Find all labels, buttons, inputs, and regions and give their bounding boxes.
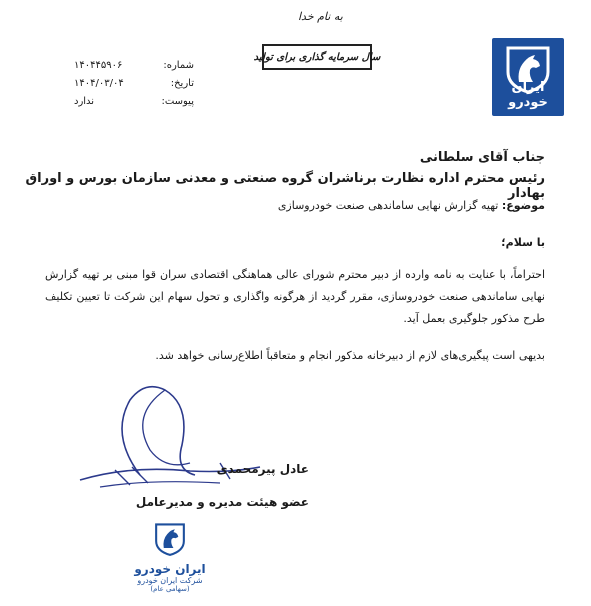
number-row: [74, 60, 194, 71]
addressee-position: رئیس محترم اداره نظارت برناشران گروه صنعتی و معدنی سازمان بورس و اوراق بهادار: [25, 171, 545, 201]
horse-head-shield-icon: [152, 520, 188, 558]
signatory-name: عادل پیرمحمدی: [216, 462, 309, 476]
date-row: [74, 78, 194, 89]
date-label: تاریخ:: [170, 78, 194, 89]
subject-text: تهیه گزارش نهایی ساماندهی صنعت خودروسازی: [277, 199, 499, 212]
attachment-value: ندارد: [74, 96, 95, 107]
company-stamp: [130, 520, 210, 593]
handwritten-signature: [70, 375, 270, 510]
greeting: با سلام؛: [501, 236, 545, 249]
attachment-label: پیوست:: [161, 96, 194, 107]
year-slogan: سال سرمایه گذاری برای تولید: [262, 44, 372, 70]
basmala: به نام خدا: [298, 10, 343, 23]
signatory-title: عضو هیئت مدیره و مدیرعامل: [135, 495, 309, 509]
stamp-company: شرکت ایران خودرو: [137, 576, 203, 585]
date-value: ۱۴۰۴/۰۳/۰۴: [74, 78, 124, 89]
subject-label: موضوع:: [501, 199, 545, 212]
addressee: جناب آقای سلطانی: [419, 150, 545, 165]
number-value: ۱۴۰۴۴۵۹۰۶: [74, 60, 123, 71]
body-paragraph-1: احتراماً، با عنایت به نامه وارده از دبیر محترم شورای عالی هماهنگی اقتصادی سران قوا مبنی بر تهیه گزارش نهایی ساماندهی صنعت خودروسازی، مقرر گردید از هرگونه واگذاری و تحول سهام این شرکت تا تعیین تکلیف طرح مذکور جلوگیری بعمل آید.: [45, 268, 545, 325]
company-logo: [492, 38, 564, 116]
attachment-row: [74, 96, 194, 107]
body-paragraph-2: بدیهی است پیگیری‌های لازم از دبیرخانه مذکور انجام و متعاقباً اطلاع‌رسانی خواهد شد.: [155, 349, 545, 362]
number-label: شماره:: [163, 60, 194, 71]
subject-line: [278, 199, 545, 212]
stamp-brand: ایران خودرو: [134, 562, 206, 576]
logo-text: ایران خودرو: [508, 80, 548, 110]
stamp-company-type: (سهامی عام): [150, 585, 190, 593]
